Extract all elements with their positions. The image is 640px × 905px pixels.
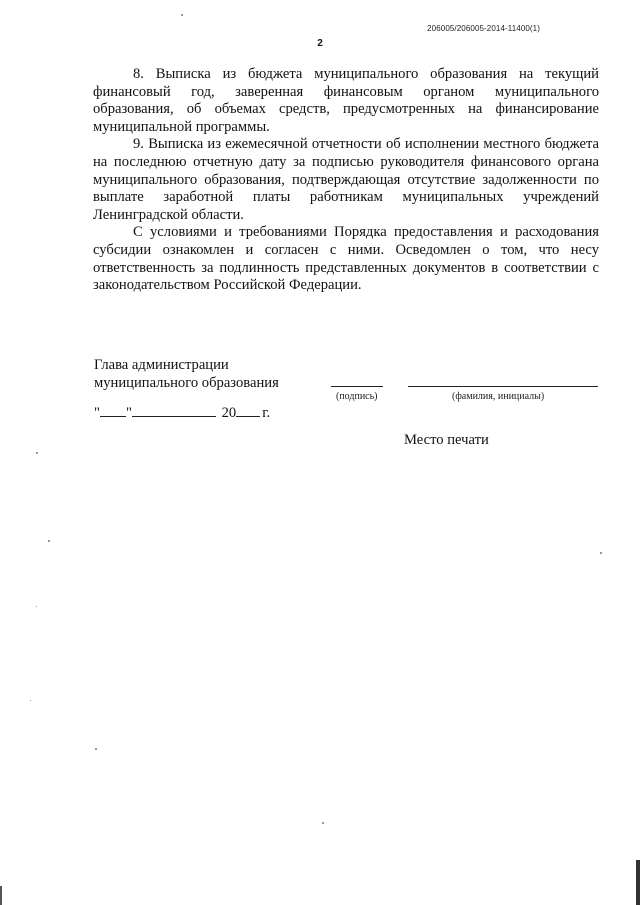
signature-caption: (подпись) — [336, 391, 378, 402]
year-suffix: г. — [262, 405, 271, 421]
year-prefix: 20 — [221, 405, 237, 421]
seal-placeholder: Место печати — [404, 432, 489, 448]
signatory-title — [94, 357, 279, 392]
scan-speck — [36, 606, 37, 607]
page-number: 2 — [317, 38, 323, 49]
scan-edge — [0, 886, 2, 905]
year-blank — [236, 403, 260, 417]
document-body — [93, 66, 599, 295]
paragraph-item-8: 8. Выписка из бюджета муниципального образования на текущий финансовый год, заверенная финансовым органом муниципального образования, об объемах средств, предусмотренных на финансирование муниципальной программы. — [93, 66, 599, 135]
month-blank — [132, 403, 216, 417]
scan-speck — [30, 700, 31, 701]
paragraph-item-9: 9. Выписка из ежемесячной отчетности об исполнении местного бюджета на последнюю отчетную дату за подписью руководителя финансового органа муниципального образования, подтверждающая отсутствие задолженности по выплате заработной платы работникам муниципальных учреждений Ленинградской области. — [93, 136, 599, 223]
date-close-quote: " — [125, 405, 132, 421]
scan-speck — [95, 748, 97, 750]
name-line — [408, 386, 598, 387]
scan-speck — [600, 552, 602, 554]
paragraph-acknowledgement: С условиями и требованиями Порядка предоставления и расходования субсидии ознакомлен и согласен с ними. Осведомлен о том, что несу ответственность за подлинность представленных документов в соответствии с законодательством Российской Федерации. — [93, 224, 599, 294]
signatory-title-line2: муниципального образования — [94, 374, 279, 391]
name-caption: (фамилия, инициалы) — [452, 391, 545, 402]
scan-edge — [636, 860, 640, 905]
day-blank — [100, 403, 126, 417]
scan-speck — [48, 540, 50, 542]
date-field — [94, 403, 270, 422]
document-id: 206005/206005-2014-11400(1) — [427, 24, 540, 33]
scan-speck — [181, 14, 183, 16]
signature-line — [331, 386, 383, 387]
scan-speck — [36, 452, 38, 454]
scan-speck — [322, 822, 324, 824]
signatory-title-line1: Глава администрации — [94, 357, 229, 373]
date-open-quote: " — [94, 405, 100, 421]
